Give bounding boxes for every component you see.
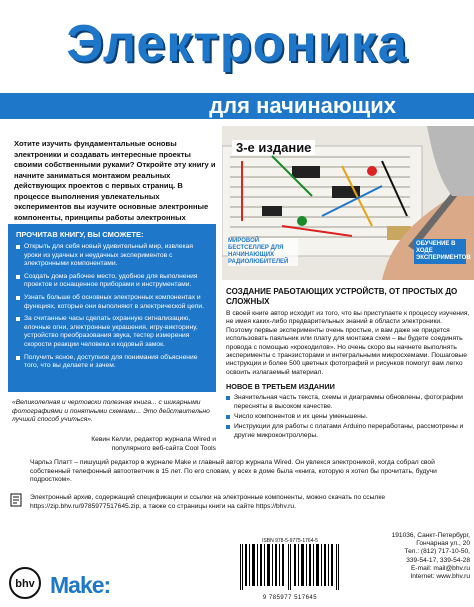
- publisher-line: Internet: www.bhv.ru: [410, 573, 470, 581]
- publisher-line: Гончарная ул., 20: [416, 540, 470, 548]
- new-edition-heading: НОВОЕ В ТРЕТЬЕМ ИЗДАНИИ: [226, 382, 335, 392]
- list-item: Получить ясное, доступное для понимания объяснение того, что вы делаете и зачем.: [16, 354, 208, 371]
- author-bio: Чарльз Платт – пишущий редактор в журнале Make и главный автор журнала Wired. Он увлекся электроникой, когда собрал свой собственный телефонный автоответчик в 15 лет. По его словам, у всех в доме была «книга, которую я хотел бы прочитать, будучи подростком».: [30, 459, 437, 484]
- benefits-box: [8, 224, 216, 392]
- bhv-logo: [8, 566, 42, 600]
- publisher-line: E-mail: mail@bhv.ru: [411, 564, 470, 572]
- list-item: Создать дома рабочее место, удобное для выполнения проектов и оснащенное приборами и инструментами.: [16, 273, 208, 290]
- benefits-heading: ПРОЧИТАВ КНИГУ, ВЫ СМОЖЕТЕ:: [16, 230, 144, 239]
- benefits-list: [16, 243, 208, 371]
- make-logo: Make:: [50, 572, 111, 598]
- isbn-text: ISBN 978-5-9775-1764-5: [262, 538, 318, 544]
- list-item: Узнать больше об основных электронных компонентах и функциях, которые они выполняют в электрической цепи.: [16, 294, 208, 311]
- barcode-digits: 9 785977 517645: [262, 595, 318, 601]
- list-item: Число компонентов и их цены уменьшены.: [226, 413, 470, 421]
- list-item: За считанные часы сделать охранную сигнализацию, елочные огни, электронные украшения, игру-викторину, устройство преобразования звука, тестер измерения скорости реакции человека и кодовый замок.: [16, 315, 208, 349]
- edition-badge: 3-е издание: [232, 140, 315, 155]
- publisher-line: Тел.: (812) 717-10-50,: [404, 548, 470, 556]
- publisher-line: 339-54-17, 339-54-28: [406, 556, 470, 564]
- description-column: [226, 287, 470, 442]
- publisher-line: 191036, Санкт-Петербург,: [391, 532, 470, 539]
- book-title: Электроника: [66, 15, 408, 73]
- book-subtitle: для начинающих: [209, 93, 396, 118]
- description-body: В своей книге автор исходит из того, что вы приступаете к процессу изучения, не имея каких-либо предварительных знаний в области электроники. Поэтому первые эксперименты очень простые, и вам даже не придется использовать паяльник или плату для монтажа схем – вы будете соединять провода с помощью «крокодилов». Но очень скоро вы начнете выполнять эксперименты с транзисторами и интегральными микросхемами. Пошаговые инструкции и более 500 цветных фотографий и рисунков помогут вам легко освоить излагаемый материал.: [226, 310, 470, 376]
- review-quote: «Великолепная и чертовски полезная книга... с шикарными фотографиями и понятными схемами... Это действительно лучший способ учиться».: [12, 399, 210, 424]
- quote-author: Кевин Келли, редактор журнала Wired и популярного веб-сайта Cool Tools: [91, 436, 216, 452]
- intro-text: Хотите изучить фундаментальные основы электроники и создавать интересные проекты своими собственными руками? Откройте эту книгу и начните заниматься монтажом реальных действующих проектов с первых страниц. В процессе выполнения увлекательных экспериментов вы изучите основные электронные компоненты, принципы работы электронных: [14, 139, 216, 222]
- list-item: Открыть для себя новый удивительный мир, извлекая уроки из удачных и неудачных экспериментов с электронными компонентами.: [16, 243, 208, 269]
- barcode-bars: [236, 544, 344, 590]
- list-item: Инструкции для работы с платами Arduino переработаны, рассмотрены и другие микроконтроллеры.: [226, 423, 470, 440]
- bhv-logo-text: bhv: [15, 578, 35, 590]
- list-item: Значительная часть текста, схемы и диаграммы обновлены, фотографии пересняты в высоком качестве.: [226, 394, 470, 411]
- publisher-info: [352, 532, 470, 581]
- cover-photo: [222, 126, 474, 280]
- experiments-badge: ОБУЧЕНИЕ В ХОДЕ ЭКСПЕРИМЕНТОВ: [414, 239, 466, 264]
- archive-icon: [10, 493, 22, 507]
- description-heading: СОЗДАНИЕ РАБОТАЮЩИХ УСТРОЙСТВ, ОТ ПРОСТЫХ ДО СЛОЖНЫХ: [226, 287, 458, 306]
- archive-note: Электронный архив, содержащий спецификации и ссылки на электронные компоненты, можно скачать по ссылке https://zip.bhv.ru/9785977517645.zip, а также со страницы книги на сайте https://bhv.ru.: [30, 494, 386, 510]
- new-edition-list: [226, 394, 470, 440]
- barcode: [236, 538, 344, 604]
- bestseller-badge: МИРОВОЙ БЕСТСЕЛЛЕР ДЛЯ НАЧИНАЮЩИХ РАДИОЛЮБИТЕЛЕЙ: [228, 238, 298, 266]
